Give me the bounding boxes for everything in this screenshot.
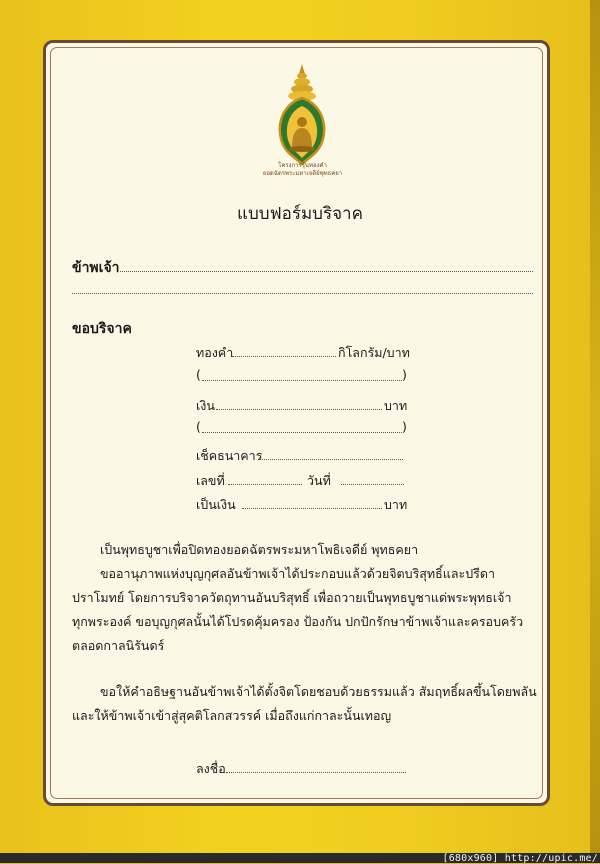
donor-name-field[interactable] xyxy=(120,271,533,272)
money-label: เงิน xyxy=(196,398,215,413)
prayer-line1: ขอให้คำอธิษฐานอันข้าพเจ้าได้ตั้งจิตโดยชอบด้วยธรรมแล้ว สัมฤทธิ์ผลขึ้นโดยพลัน xyxy=(100,684,537,699)
money-amount-field[interactable] xyxy=(216,409,382,410)
logo-caption-line2: ยอดฉัตรพระมหาเจดีย์พุทธคยา xyxy=(262,170,343,177)
form-title: แบบฟอร์มบริจาค xyxy=(237,204,363,224)
gold-words-paren-right: ) xyxy=(402,367,407,382)
dedication-line4: ทุกพระองค์ ขอบุญกุศลนั้นได้โปรดคุ้มครอง ป้องกัน ปกปักรักษาข้าพเจ้าและครอบครัว xyxy=(72,614,524,629)
money-unit: บาท xyxy=(384,398,408,413)
logo-caption xyxy=(245,162,360,178)
gold-words-field[interactable] xyxy=(202,380,402,381)
cheque-number-label: เลขที่ xyxy=(196,473,225,488)
donor-name-field-line2[interactable] xyxy=(72,293,533,294)
edge-strip xyxy=(590,0,600,853)
amount-unit: บาท xyxy=(384,497,408,512)
gold-amount-field[interactable] xyxy=(232,356,336,357)
logo-caption-line1: โครงการรุ้นทองคำ xyxy=(278,162,327,169)
bottom-strip xyxy=(0,853,600,863)
gold-words-paren-left: ( xyxy=(196,367,201,382)
signature-label: ลงชื่อ xyxy=(196,761,226,776)
dedication-line3: ปราโมทย์ โดยการบริจาควัตถุทานอันบริสุทธิ์ เพื่อถวายเป็นพุทธบูชาแด่พระพุทธเจ้า xyxy=(72,590,512,605)
donor-label: ข้าพเจ้า xyxy=(72,260,120,276)
cheque-number-field[interactable] xyxy=(228,484,302,485)
dedication-line5: ตลอดกาลนิรันดร์ xyxy=(72,638,165,653)
dedication-line2: ขออานุภาพแห่งบุญกุศลอันข้าพเจ้าได้ประกอบแล้วด้วยจิตบริสุทธิ์และปรีดา xyxy=(100,566,496,581)
prayer-line2: และให้ข้าพเจ้าเข้าสู่สุคติโลกสวรรค์ เมื่อถึงแก่กาละนั้นเทอญ xyxy=(72,708,392,723)
watermark-text: [680x960] http://upic.me/ xyxy=(442,853,598,864)
amount-field[interactable] xyxy=(242,508,382,509)
amount-label: เป็นเงิน xyxy=(196,497,236,512)
money-words-paren-right: ) xyxy=(402,419,407,434)
gold-label: ทองคำ xyxy=(196,345,234,360)
money-words-field[interactable] xyxy=(202,432,402,433)
cheque-date-label: วันที่ xyxy=(307,473,331,488)
temple-emblem-icon xyxy=(270,62,334,168)
money-words-paren-left: ( xyxy=(196,419,201,434)
signature-field[interactable] xyxy=(226,772,406,773)
gold-unit: กิโลกรัม/บาท xyxy=(338,345,410,360)
cheque-label: เช็คธนาคาร xyxy=(196,448,263,463)
cheque-date-field[interactable] xyxy=(341,484,404,485)
cheque-bank-field[interactable] xyxy=(258,459,403,460)
dedication-line1: เป็นพุทธบูชาเพื่อปิดทองยอดฉัตรพระมหาโพธิเจดีย์ พุทธคยา xyxy=(100,542,419,557)
donate-heading: ขอบริจาค xyxy=(72,321,132,337)
